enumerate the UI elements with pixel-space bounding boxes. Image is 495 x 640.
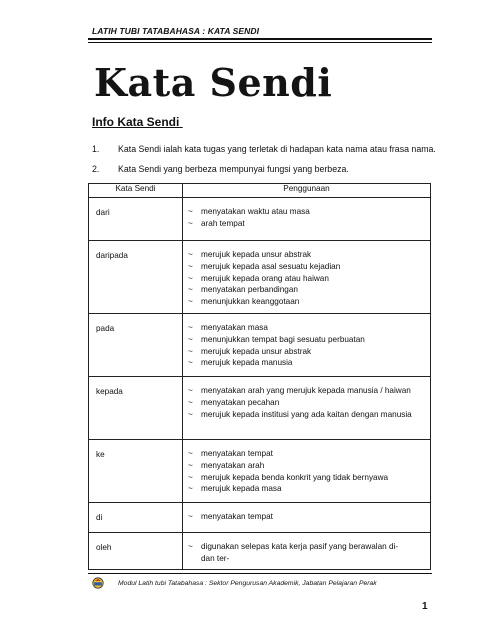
table-row — [89, 314, 431, 377]
tilde-bullet-icon: ~ — [188, 346, 193, 356]
usage-line — [188, 322, 426, 334]
tilde-bullet-icon: ~ — [188, 397, 193, 407]
section-title: Info Kata Sendi — [92, 115, 180, 129]
footer-rule — [88, 573, 432, 574]
usage-line — [188, 409, 426, 421]
table-row — [89, 241, 431, 314]
tilde-bullet-icon: ~ — [188, 334, 193, 344]
usage-text: menyatakan masa — [201, 323, 268, 332]
running-header: LATIH TUBI TATABAHASA : KATA SENDI — [92, 26, 260, 36]
usage-text: menunjukkan keanggotaan — [201, 297, 300, 307]
intro-number: 2. — [92, 164, 100, 174]
usage-line — [188, 448, 426, 460]
tilde-bullet-icon: ~ — [188, 261, 193, 271]
usage-line — [188, 346, 426, 358]
penggunaan-cell — [183, 377, 431, 440]
table-row — [89, 440, 431, 503]
table-row — [89, 198, 431, 241]
tilde-bullet-icon: ~ — [188, 250, 193, 259]
tilde-bullet-icon: ~ — [188, 323, 193, 332]
kata-sendi-cell: dari — [89, 198, 183, 241]
intro-text: Kata Sendi yang berbeza mempunyai fungsi yang berbeza. — [118, 164, 349, 174]
tilde-bullet-icon: ~ — [188, 273, 193, 283]
intro-text: Kata Sendi ialah kata tugas yang terletak di hadapan kata nama atau frasa nama. — [118, 144, 436, 154]
table-row — [89, 503, 431, 533]
usage-text: menunjukkan tempat bagi sesuatu perbuatan — [201, 334, 365, 344]
usage-text: menyatakan perbandingan — [201, 285, 298, 295]
usage-text: merujuk kepada manusia — [201, 358, 293, 368]
tilde-bullet-icon: ~ — [188, 484, 193, 494]
usage-line — [188, 206, 426, 218]
kata-sendi-cell: pada — [89, 314, 183, 377]
header-rule — [88, 38, 432, 40]
table-body — [89, 198, 431, 570]
tilde-bullet-icon: ~ — [188, 460, 193, 470]
penggunaan-cell — [183, 198, 431, 241]
usage-text: merujuk kepada orang atau haiwan — [201, 273, 329, 283]
usage-text: merujuk kepada asal sesuatu kejadian — [201, 261, 341, 271]
usage-line — [188, 357, 426, 369]
usage-text: merujuk kepada masa — [201, 484, 282, 494]
footer-text: Modul Latih tubi Tatabahasa : Sektor Pengurusan Akademik, Jabatan Pelajaran Perak — [118, 580, 377, 587]
header-rule-thin — [88, 42, 432, 43]
usage-line — [188, 385, 426, 397]
usage-text: merujuk kepada unsur abstrak — [201, 346, 312, 356]
usage-text: menyatakan arah — [201, 460, 265, 470]
usage-text: dan ter- — [201, 553, 230, 563]
usage-line — [188, 296, 426, 308]
table-row — [89, 377, 431, 440]
usage-text: arah tempat — [201, 218, 245, 228]
tilde-bullet-icon: ~ — [188, 218, 193, 228]
usage-text: menyatakan arah yang merujuk kepada manusia / haiwan — [201, 386, 411, 395]
penggunaan-cell — [183, 241, 431, 314]
tilde-bullet-icon: ~ — [188, 542, 193, 551]
usage-text: merujuk kepada benda konkrit yang tidak bernyawa — [201, 472, 389, 482]
tilde-bullet-icon: ~ — [188, 449, 193, 458]
usage-line — [188, 261, 426, 273]
tilde-bullet-icon: ~ — [188, 285, 193, 295]
kata-sendi-cell: kepada — [89, 377, 183, 440]
penggunaan-cell — [183, 503, 431, 533]
tilde-bullet-icon: ~ — [188, 297, 193, 307]
crest-logo-icon — [92, 577, 104, 589]
tilde-bullet-icon: ~ — [188, 472, 193, 482]
intro-number: 1. — [92, 144, 100, 154]
usage-line — [188, 249, 426, 261]
kata-sendi-cell: oleh — [89, 533, 183, 570]
tilde-bullet-icon: ~ — [188, 409, 193, 419]
tilde-bullet-icon: ~ — [188, 386, 193, 395]
usage-line — [188, 334, 426, 346]
page-title: Kata Sendi — [94, 60, 333, 105]
usage-line — [188, 397, 426, 409]
tilde-bullet-icon: ~ — [188, 358, 193, 368]
usage-line — [188, 511, 426, 523]
usage-line — [188, 218, 426, 230]
penggunaan-cell — [183, 440, 431, 503]
penggunaan-cell — [183, 533, 431, 570]
table-header-row — [89, 184, 431, 198]
usage-text: merujuk kepada institusi yang ada kaitan dengan manusia — [201, 409, 412, 419]
column-header-penggunaan: Penggunaan — [183, 184, 431, 198]
usage-text: digunakan selepas kata kerja pasif yang berawalan di- — [201, 542, 399, 551]
tilde-bullet-icon: ~ — [188, 512, 193, 521]
usage-line — [188, 483, 426, 495]
usage-text: menyatakan waktu atau masa — [201, 207, 310, 216]
kata-sendi-cell: daripada — [89, 241, 183, 314]
kata-sendi-table — [88, 183, 431, 570]
usage-line — [188, 460, 426, 472]
usage-line — [188, 553, 426, 565]
table-row — [89, 533, 431, 570]
usage-text: menyatakan tempat — [201, 512, 273, 521]
usage-line — [188, 284, 426, 296]
tilde-bullet-icon: ~ — [188, 207, 193, 216]
usage-text: menyatakan tempat — [201, 449, 273, 458]
kata-sendi-cell: di — [89, 503, 183, 533]
penggunaan-cell — [183, 314, 431, 377]
usage-line — [188, 273, 426, 285]
kata-sendi-cell: ke — [89, 440, 183, 503]
usage-line — [188, 472, 426, 484]
usage-text: menyatakan pecahan — [201, 397, 280, 407]
column-header-kata-sendi: Kata Sendi — [89, 184, 183, 198]
usage-text: merujuk kepada unsur abstrak — [201, 250, 312, 259]
usage-line — [188, 541, 426, 553]
page-number: 1 — [422, 601, 428, 612]
